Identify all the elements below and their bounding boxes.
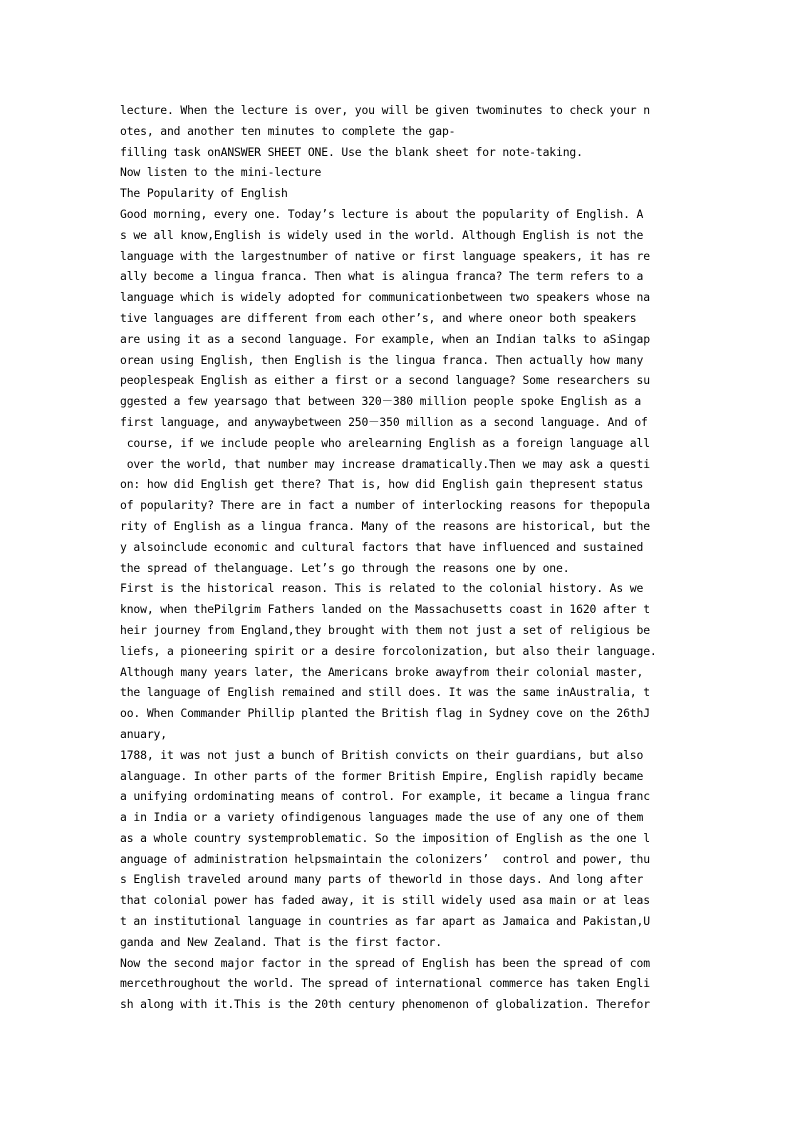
text-line: lecture. When the lecture is over, you will be given twominutes to check your n — [120, 103, 650, 117]
text-line: t an institutional language in countries as far apart as Jamaica and Pakistan,U — [120, 914, 650, 929]
text-line: filling task onANSWER SHEET ONE. Use the blank sheet for note-taking. — [120, 144, 583, 159]
text-line: otes, and another ten minutes to complete the gap- — [120, 123, 456, 138]
text-line: y alsoinclude economic and cultural factors that have influenced and sustained — [120, 539, 644, 554]
text-line: Good morning, every one. Today’s lecture is about the popularity of English. A — [120, 206, 644, 221]
text-line: Although many years later, the Americans broke awayfrom their colonial master, — [120, 664, 644, 679]
text-line: ganda and New Zealand. That is the first factor. — [120, 934, 442, 949]
document-body — [120, 100, 680, 1015]
text-line: s English traveled around many parts of theworld in those days. And long after — [120, 872, 644, 887]
text-line: sh along with it.This is the 20th century phenomenon of globalization. Therefor — [120, 997, 650, 1012]
text-line: know, when thePilgrim Fathers landed on the Massachusetts coast in 1620 after t — [120, 602, 650, 617]
text-line: 1788, it was not just a bunch of British convicts on their guardians, but also — [120, 747, 644, 762]
text-line: anuary, — [120, 726, 167, 741]
text-line: rity of English as a lingua franca. Many of the reasons are historical, but the — [120, 518, 650, 533]
text-line: first language, and anywaybetween 250－350 million as a second language. And of — [120, 414, 648, 429]
text-line: mercethroughout the world. The spread of international commerce has taken Engli — [120, 976, 650, 991]
text-line: orean using English, then English is the lingua franca. Then actually how many — [120, 352, 644, 367]
text-line: liefs, a pioneering spirit or a desire forcolonization, but also their language. — [120, 643, 657, 658]
text-line: as a whole country systemproblematic. So the imposition of English as the one l — [120, 830, 650, 845]
text-line: over the world, that number may increase dramatically.Then we may ask a questi — [120, 456, 650, 471]
text-line: the spread of thelanguage. Let’s go through the reasons one by one. — [120, 560, 570, 575]
text-line: that colonial power has faded away, it is still widely used asa main or at leas — [120, 893, 650, 908]
text-line: s we all know,English is widely used in the world. Although English is not the — [120, 227, 644, 242]
text-line: course, if we include people who arelearning English as a foreign language all — [120, 435, 650, 450]
text-line: oo. When Commander Phillip planted the British flag in Sydney cove on the 26thJ — [120, 706, 650, 721]
text-line: on: how did English get there? That is, how did English gain thepresent status — [120, 477, 644, 492]
text-line: First is the historical reason. This is related to the colonial history. As we — [120, 581, 644, 596]
text-line: Now the second major factor in the spread of English has been the spread of com — [120, 955, 650, 970]
text-line: ally become a lingua franca. Then what is alingua franca? The term refers to a — [120, 269, 644, 284]
text-line: are using it as a second language. For example, when an Indian talks to aSingap — [120, 331, 650, 346]
text-line: language which is widely adopted for communicationbetween two speakers whose na — [120, 290, 650, 305]
text-line: ggested a few yearsago that between 320－380 million people spoke English as a — [120, 394, 642, 409]
lecture-title: The Popularity of English — [120, 186, 288, 201]
text-line: anguage of administration helpsmaintain the colonizers’ control and power, thu — [120, 851, 650, 866]
text-line: alanguage. In other parts of the former British Empire, English rapidly became — [120, 768, 644, 783]
text-line: language with the largestnumber of native or first language speakers, it has re — [120, 248, 650, 263]
text-line: a unifying ordominating means of control. For example, it became a lingua franc — [120, 789, 650, 804]
text-line: of popularity? There are in fact a number of interlocking reasons for thepopula — [120, 498, 650, 513]
text-line: Now listen to the mini-lecture — [120, 165, 322, 180]
text-line: heir journey from England,they brought with them not just a set of religious be — [120, 622, 650, 637]
text-line: a in India or a variety ofindigenous languages made the use of any one of them — [120, 810, 644, 825]
text-line: peoplespeak English as either a first or a second language? Some researchers su — [120, 373, 650, 388]
text-line: tive languages are different from each other’s, and where oneor both speakers — [120, 310, 637, 325]
text-line: the language of English remained and still does. It was the same inAustralia, t — [120, 685, 650, 700]
